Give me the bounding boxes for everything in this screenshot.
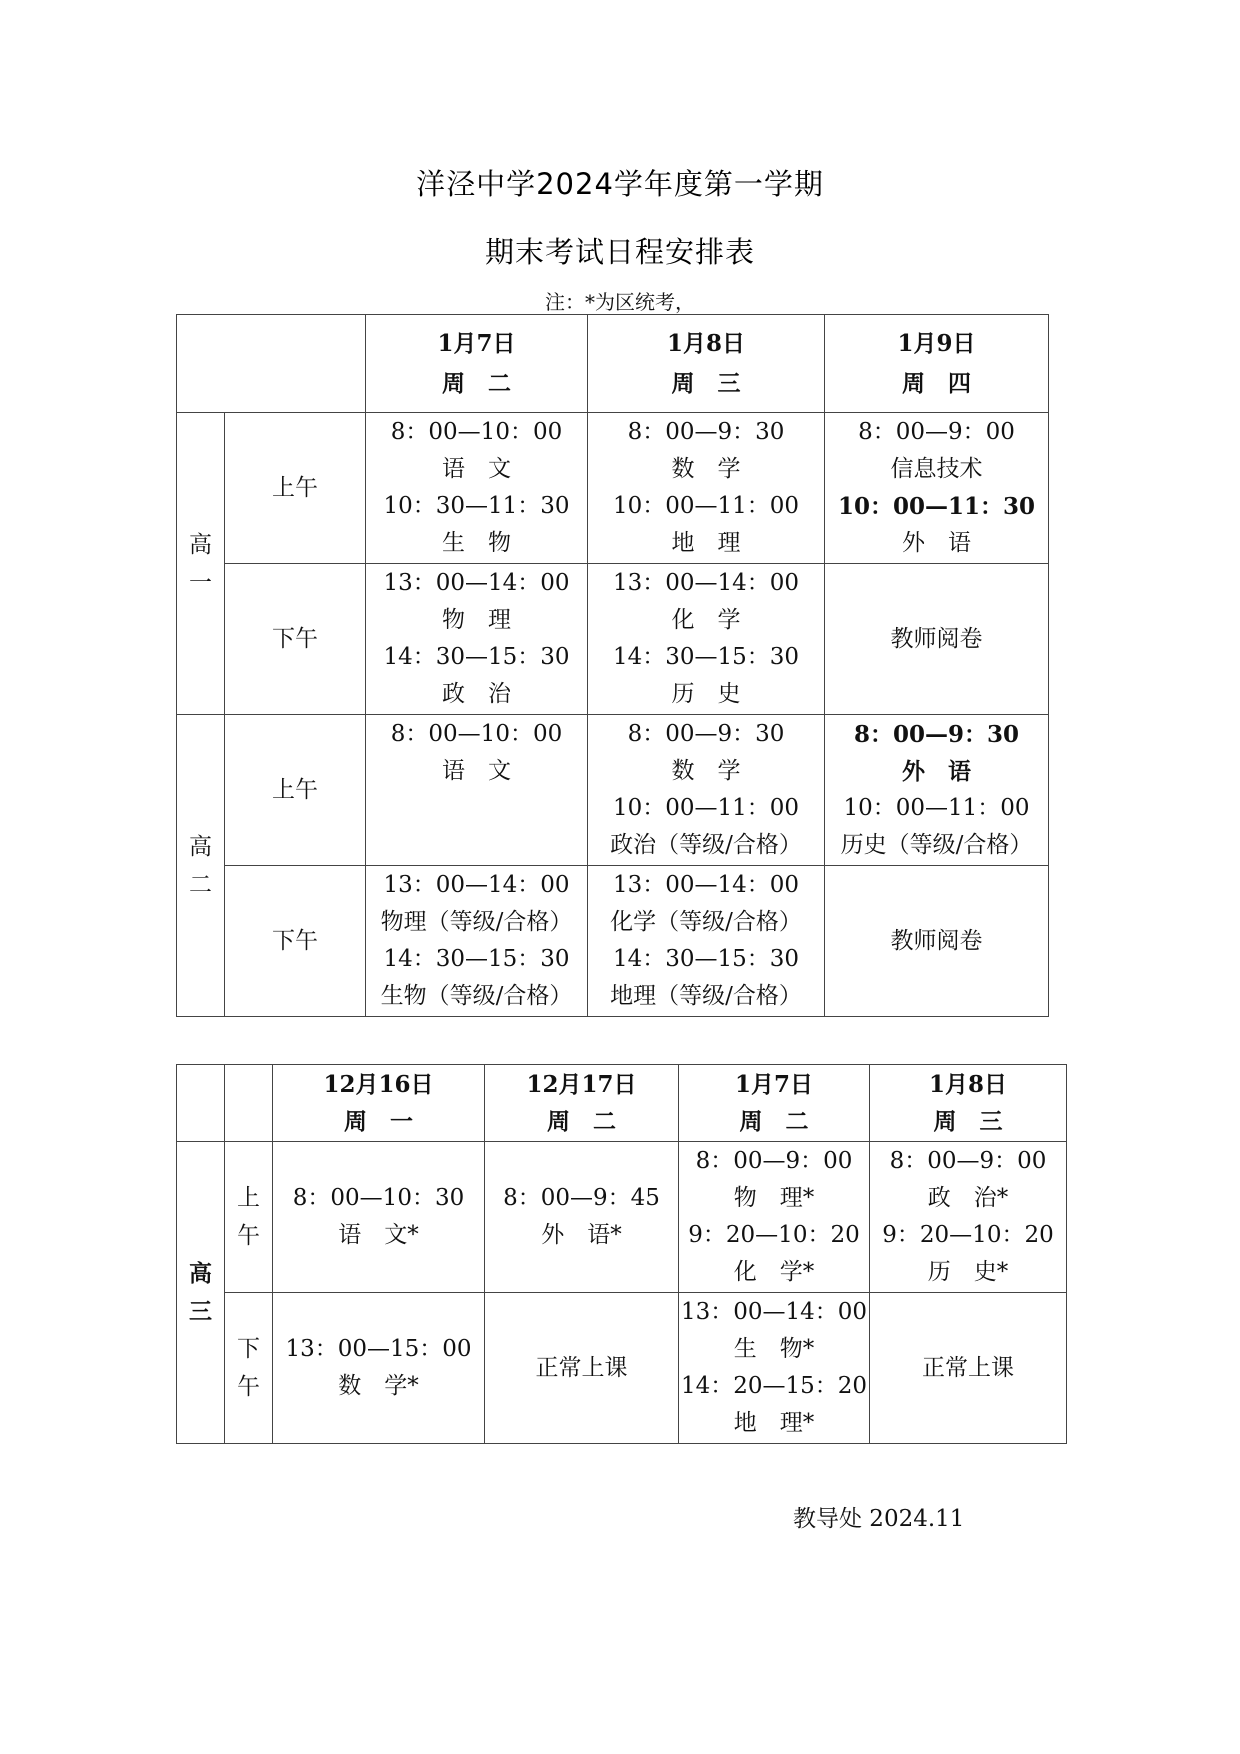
day-header: 1月8日 周 三 [870,1065,1067,1142]
exam-cell: 13：00—14：00 物 理 14：30—15：30 政 治 [366,564,588,715]
exam-cell: 正常上课 [485,1293,679,1444]
schedule-table-grade1-2 [176,314,1049,1017]
header-row [177,1065,1067,1142]
title-line-1: 洋泾中学2024学年度第一学期 [416,167,824,201]
grade3-am-row [177,1142,1067,1293]
note: 注：*为区统考， [545,290,695,314]
period-label: 上午 [225,413,366,564]
exam-cell: 8：00—9：00 信息技术 10：00—11：30 外 语 [825,413,1049,564]
day-date: 1月8日 [666,329,745,357]
exam-cell: 8：00—9：00 政 治* 9：20—10：20 历 史* [870,1142,1067,1293]
exam-cell: 13：00—15：00 数 学* [273,1293,485,1444]
exam-cell: 13：00—14：00 生 物* 14：20—15：20 地 理* [679,1293,870,1444]
day-header [588,315,825,413]
grade2-pm-row [177,866,1049,1017]
header-row [177,315,1049,413]
schedule-table-grade3 [176,1064,1067,1444]
exam-cell: 8：00—9：45 外 语* [485,1142,679,1293]
day-header [825,315,1049,413]
grade-label: 高 一 [177,413,225,715]
exam-cell: 8：00—9：00 物 理* 9：20—10：20 化 学* [679,1142,870,1293]
period-label: 下 午 [225,1293,273,1444]
footer-signature: 教导处 2024.11 [793,1506,965,1532]
period-label: 下午 [225,564,366,715]
title-line-2: 期末考试日程安排表 [484,235,755,269]
exam-cell: 8：00—10：00 语 文 10：30—11：30 生 物 [366,413,588,564]
exam-cell: 13：00—14：00 物理（等级/合格） 14：30—15：30 生物（等级/合格） [366,866,588,1017]
corner-cell [177,1065,225,1142]
day-week: 周 三 [671,369,741,397]
exam-cell: 教师阅卷 [825,564,1049,715]
exam-cell: 8：00—9：30 数 学 10：00—11：00 政治（等级/合格） [588,715,825,866]
exam-cell: 8：00—10：30 语 文* [273,1142,485,1293]
day-week: 周 二 [442,369,511,397]
grade-label: 高 二 [177,715,225,1017]
exam-cell: 8：00—10：00 语 文 [366,715,588,866]
day-header [366,315,588,413]
corner-cell [177,315,366,413]
period-label: 下午 [225,866,366,1017]
period-label: 上 午 [225,1142,273,1293]
day-week: 周 四 [902,369,971,397]
exam-cell: 8：00—9：30 外 语 10：00—11：00 历史（等级/合格） [825,715,1049,866]
exam-cell: 8：00—9：30 数 学 10：00—11：00 地 理 [588,413,825,564]
exam-cell: 13：00—14：00 化学（等级/合格） 14：30—15：30 地理（等级/合格） [588,866,825,1017]
grade-label: 高 三 [177,1142,225,1444]
period-label: 上午 [225,715,366,866]
grade2-am-row [177,715,1049,866]
day-header: 12月17日 周 二 [485,1065,679,1142]
grade3-pm-row [177,1293,1067,1444]
day-date: 1月7日 [437,329,516,357]
grade1-am-row [177,413,1049,564]
exam-cell: 13：00—14：00 化 学 14：30—15：30 历 史 [588,564,825,715]
exam-cell: 教师阅卷 [825,866,1049,1017]
day-header: 1月7日 周 二 [679,1065,870,1142]
day-header: 12月16日 周 一 [273,1065,485,1142]
grade1-pm-row [177,564,1049,715]
day-date: 1月9日 [897,329,976,357]
exam-cell: 正常上课 [870,1293,1067,1444]
corner-cell [225,1065,273,1142]
